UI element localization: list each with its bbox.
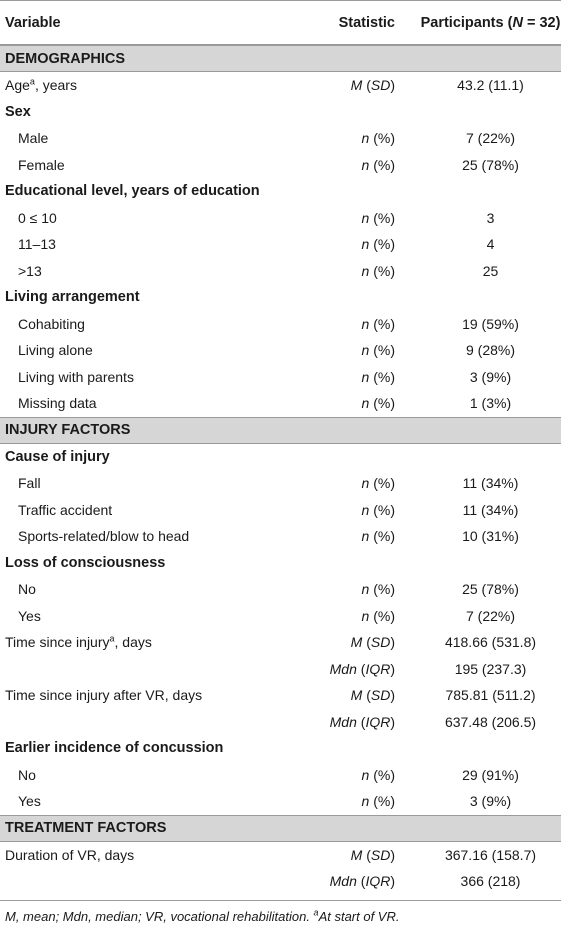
row-label [0, 236, 275, 252]
row-statistic: Mdn (IQR) [329, 873, 395, 890]
row-label [0, 157, 275, 173]
row-label-text: Time since injury [5, 634, 110, 651]
row-value: 418.66 (531.8) [444, 634, 537, 651]
row-label-text: Traffic accident [18, 501, 113, 518]
row-statistic: n (%) [361, 501, 395, 518]
row-statistic: n (%) [361, 130, 395, 147]
table-row [0, 788, 561, 815]
row-label-sup: a [29, 76, 35, 87]
row-statistic: n (%) [361, 209, 395, 226]
row-label [0, 820, 275, 836]
footnote-text: M, mean; Mdn, median; VR, vocational rehabilitation. [5, 908, 314, 924]
row-value: 195 (237.3) [454, 660, 527, 677]
table-row [0, 152, 561, 179]
row-label [0, 475, 275, 491]
table-header [0, 1, 561, 45]
row-label-text: Educational level, years of education [5, 183, 260, 200]
row-label-text: Yes [18, 607, 41, 624]
row-label-text: Duration of VR, days [5, 846, 135, 863]
header-variable: Variable [5, 14, 61, 31]
table-row [0, 682, 561, 709]
row-label [0, 316, 275, 332]
row-label-text: Female [18, 156, 65, 173]
table-row [0, 629, 561, 656]
row-label [0, 51, 275, 67]
table-row [0, 205, 561, 232]
row-label-text: Sports-related/blow to head [18, 528, 190, 545]
row-label [0, 289, 275, 305]
row-statistic: n (%) [361, 607, 395, 624]
row-statistic: M (SD) [350, 634, 395, 651]
row-value: 4 [486, 236, 495, 253]
row-statistic: n (%) [361, 475, 395, 492]
row-label [0, 740, 275, 756]
row-label-text: INJURY FACTORS [5, 422, 131, 438]
table-row [0, 231, 561, 258]
row-value: 366 (218) [460, 873, 521, 890]
table-footnote [0, 901, 561, 924]
row-label-text: Loss of consciousness [5, 554, 166, 571]
table-row [0, 258, 561, 285]
row-value: 637.48 (206.5) [444, 713, 537, 730]
row-label-text: Living alone [18, 342, 93, 359]
row-value: 9 (28%) [465, 342, 516, 359]
row-value: 11 (34%) [462, 475, 519, 492]
row-label [0, 130, 275, 146]
row-label [0, 847, 275, 863]
row-label [0, 369, 275, 385]
row-statistic: n (%) [361, 262, 395, 279]
row-label-text: >13 [18, 262, 42, 279]
row-value: 10 (31%) [462, 528, 519, 545]
section-header-row [0, 45, 561, 72]
row-label [0, 528, 275, 544]
table-row [0, 72, 561, 99]
header-participants: Participants (N = 32) [420, 14, 561, 31]
footnote-sup: a [313, 907, 319, 918]
row-statistic: n (%) [361, 342, 395, 359]
row-label-suffix: , years [34, 77, 77, 94]
row-label-text: No [18, 581, 36, 598]
row-value: 3 (9%) [469, 368, 512, 385]
header-statistic: Statistic [338, 14, 395, 31]
row-label [0, 767, 275, 783]
row-statistic: M (SD) [350, 77, 395, 94]
row-label-text: Cause of injury [5, 448, 110, 465]
row-value: 7 (22%) [465, 607, 516, 624]
row-value: 25 [482, 262, 499, 279]
row-label-text: Living with parents [18, 368, 134, 385]
table-row [0, 523, 561, 550]
table-row [0, 125, 561, 152]
row-value: 25 (78%) [462, 156, 519, 173]
row-label-text: Fall [18, 475, 41, 492]
row-label [0, 395, 275, 411]
row-label [0, 449, 275, 465]
table-body [0, 45, 561, 895]
row-label [0, 422, 275, 438]
row-label [0, 687, 275, 703]
table-row [0, 470, 561, 497]
table-row [0, 762, 561, 789]
row-statistic: n (%) [361, 581, 395, 598]
row-value: 11 (34%) [462, 501, 519, 518]
row-label-suffix: , days [114, 634, 152, 651]
row-label [0, 263, 275, 279]
table-row [0, 390, 561, 417]
row-label-text: TREATMENT FACTORS [5, 820, 167, 836]
group-header-row [0, 550, 561, 577]
row-label-text: Cohabiting [18, 315, 85, 332]
row-statistic: n (%) [361, 156, 395, 173]
row-label-text: DEMOGRAPHICS [5, 50, 126, 67]
table-row [0, 576, 561, 603]
row-label-text: Age [5, 77, 30, 94]
row-statistic: n (%) [361, 368, 395, 385]
row-label [0, 608, 275, 624]
row-label-text: Missing data [18, 395, 97, 412]
row-value: 3 [486, 209, 495, 226]
row-value: 785.81 (511.2) [445, 687, 536, 704]
table-row [0, 656, 561, 683]
table-row [0, 337, 561, 364]
row-statistic: n (%) [361, 766, 395, 783]
row-statistic: M (SD) [350, 846, 395, 863]
table-row [0, 364, 561, 391]
row-label [0, 793, 275, 809]
table-row [0, 868, 561, 895]
row-label-text: Living arrangement [5, 289, 140, 306]
row-label-sup: a [109, 633, 115, 644]
row-statistic: M (SD) [350, 687, 395, 704]
row-label [0, 581, 275, 597]
footnote-text-2: At start of VR. [318, 908, 400, 924]
table-row [0, 497, 561, 524]
row-value: 1 (3%) [469, 395, 512, 412]
group-header-row [0, 99, 561, 126]
row-label-text: Male [18, 130, 49, 147]
row-value: 43.2 (11.1) [457, 77, 524, 94]
row-statistic: n (%) [361, 236, 395, 253]
row-label-text: 11–13 [18, 236, 56, 253]
row-value: 7 (22%) [465, 130, 516, 147]
row-label-text: Yes [18, 793, 41, 810]
row-value: 25 (78%) [462, 581, 519, 598]
group-header-row [0, 735, 561, 762]
row-label [0, 183, 275, 199]
row-label [0, 77, 275, 93]
row-statistic: n (%) [361, 793, 395, 810]
row-label [0, 104, 275, 120]
group-header-row [0, 178, 561, 205]
row-value: 367.16 (158.7) [444, 846, 537, 863]
row-statistic: n (%) [361, 528, 395, 545]
row-value: 29 (91%) [462, 766, 519, 783]
row-value: 3 (9%) [469, 793, 512, 810]
row-statistic: n (%) [361, 315, 395, 332]
table-row [0, 311, 561, 338]
section-header-row [0, 815, 561, 842]
row-label [0, 502, 275, 518]
row-label-text: Time since injury after VR, days [5, 687, 203, 704]
row-label-text: Sex [5, 103, 31, 120]
row-label [0, 342, 275, 358]
row-statistic: Mdn (IQR) [329, 660, 395, 677]
row-statistic: Mdn (IQR) [329, 713, 395, 730]
row-label-text: Earlier incidence of concussion [5, 740, 224, 757]
group-header-row [0, 284, 561, 311]
section-header-row [0, 417, 561, 444]
row-label [0, 555, 275, 571]
row-label [0, 210, 275, 226]
row-value: 19 (59%) [462, 315, 519, 332]
group-header-row [0, 444, 561, 471]
row-label-text: No [18, 766, 36, 783]
table-row [0, 709, 561, 736]
row-label-text: 0 ≤ 10 [18, 209, 57, 226]
table-row [0, 842, 561, 869]
row-statistic: n (%) [361, 395, 395, 412]
row-label [0, 634, 275, 650]
table-row [0, 603, 561, 630]
